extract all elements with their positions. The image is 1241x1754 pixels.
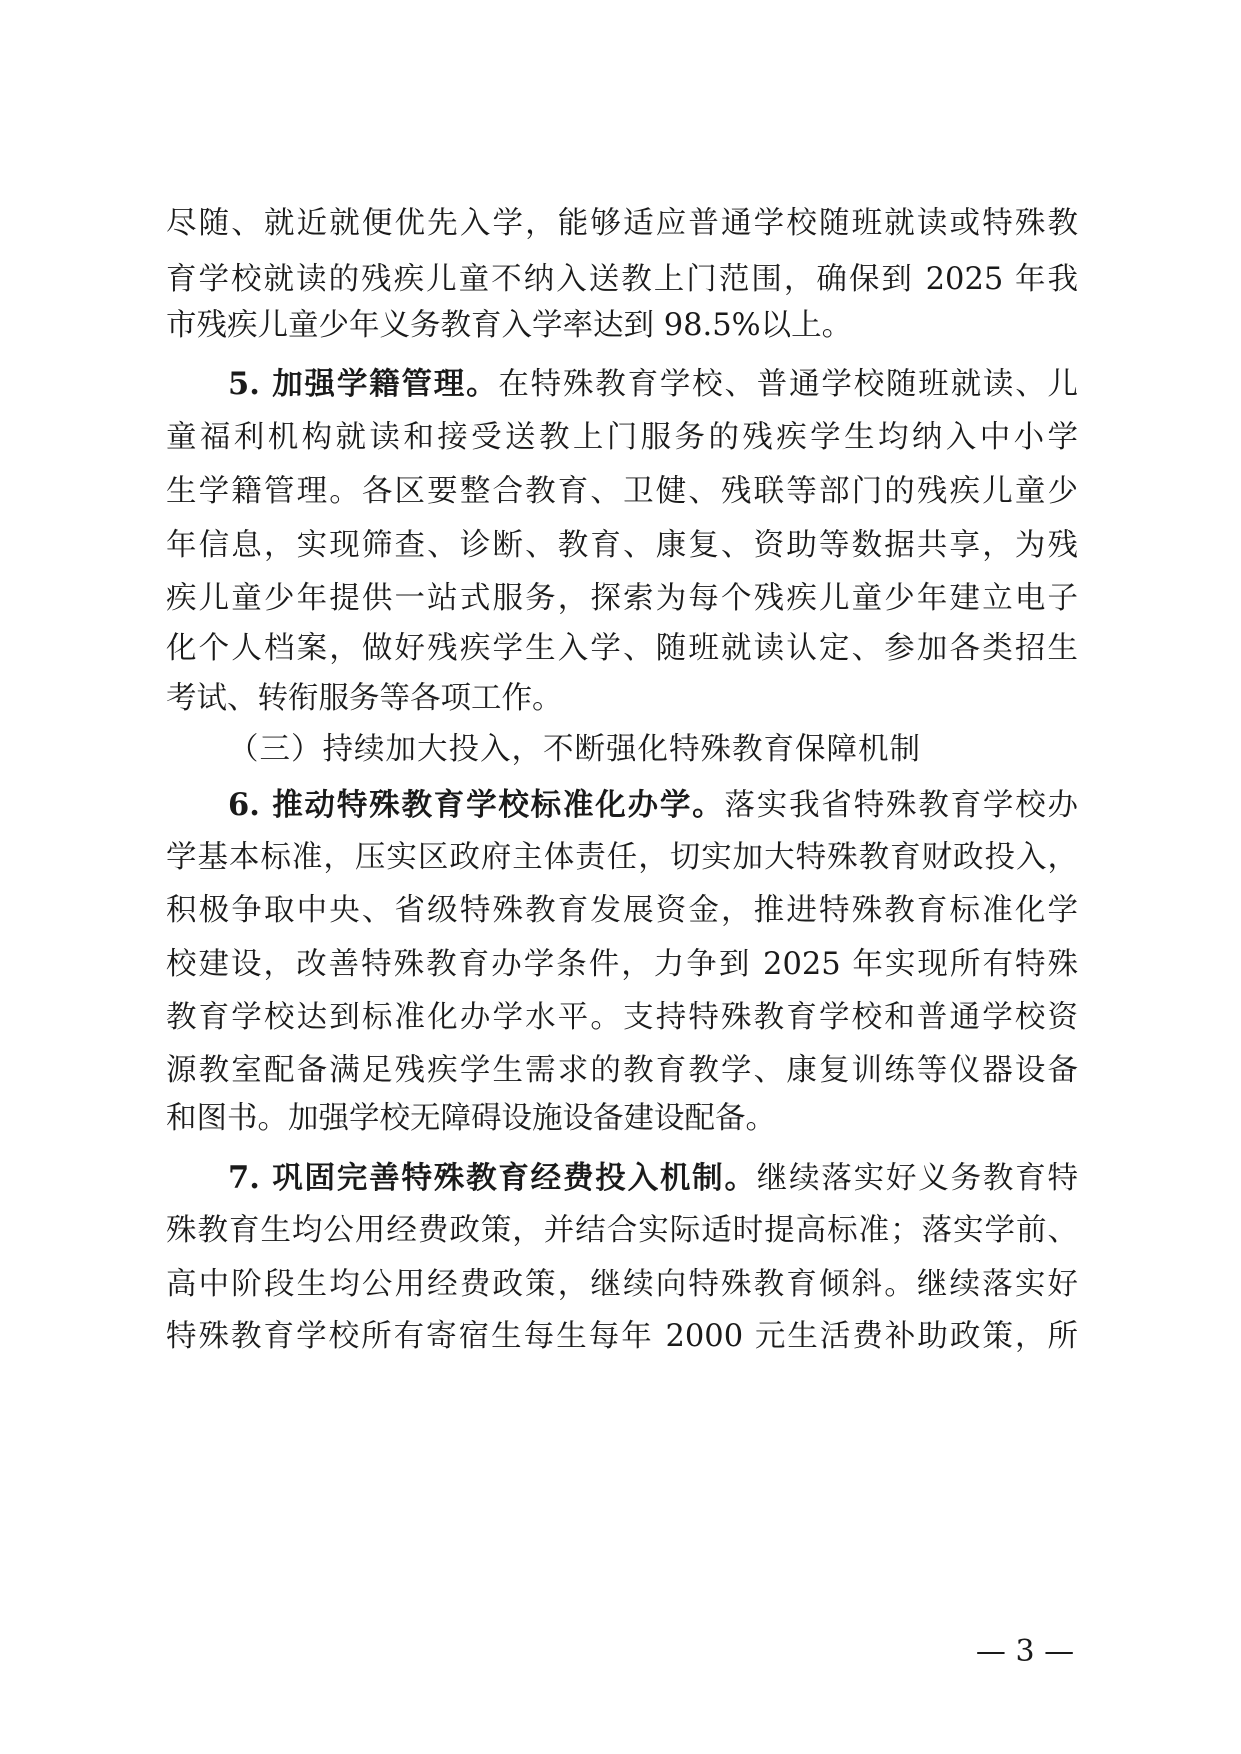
p4-line-1 (166, 1150, 1078, 1206)
section-heading-3: （三）持续加大投入，不断强化特殊教育保障机制 (228, 732, 921, 767)
p4-line-3: 高中阶段生均公用经费政策，继续向特殊教育倾斜。继续落实好 (166, 1267, 1078, 1302)
p2-line-1-text: 在特殊教育学校、普通学校随班就读、儿 (498, 367, 1078, 402)
p4-heading: 7. 巩固完善特殊教育经费投入机制。 (228, 1160, 757, 1196)
p1-line-1: 尽随、就近就便优先入学，能够适应普通学校随班就读或特殊教 (166, 206, 1078, 241)
p4-line-2: 殊教育生均公用经费政策，并结合实际适时提高标准；落实学前、 (166, 1213, 1078, 1248)
p2-line-6: 化个人档案，做好残疾学生入学、随班就读认定、参加各类招生 (166, 631, 1078, 666)
p3-heading: 6. 推动特殊教育学校标准化办学。 (228, 787, 725, 823)
p3-line-2: 学基本标准，压实区政府主体责任，切实加大特殊教育财政投入， (166, 840, 1078, 875)
p2-line-2: 童福利机构就读和接受送教上门服务的残疾学生均纳入中小学 (166, 420, 1078, 455)
p2-heading: 5. 加强学籍管理。 (228, 366, 499, 402)
p2-line-4: 年信息，实现筛查、诊断、教育、康复、资助等数据共享，为残 (166, 528, 1078, 563)
p4-line-4: 特殊教育学校所有寄宿生每生每年 2000 元生活费补助政策，所 (166, 1319, 1078, 1354)
p2-line-7: 考试、转衔服务等各项工作。 (166, 681, 563, 716)
p2-line-3: 生学籍管理。各区要整合教育、卫健、残联等部门的残疾儿童少 (166, 474, 1078, 509)
p4-line-1-text: 继续落实好义务教育特 (756, 1161, 1078, 1196)
p1-line-3: 市残疾儿童少年义务教育入学率达到 98.5%以上。 (166, 308, 853, 343)
p2-line-5: 疾儿童少年提供一站式服务，探索为每个残疾儿童少年建立电子 (166, 581, 1078, 616)
p3-line-7: 和图书。加强学校无障碍设施设备建设配备。 (166, 1101, 776, 1136)
p3-line-1 (166, 777, 1078, 833)
page-number: — 3 — (975, 1634, 1075, 1669)
p3-line-6: 源教室配备满足残疾学生需求的教育教学、康复训练等仪器设备 (166, 1053, 1078, 1088)
p2-line-1 (166, 356, 1078, 412)
p3-line-1-text: 落实我省特殊教育学校办 (724, 788, 1078, 823)
p1-line-2: 育学校就读的残疾儿童不纳入送教上门范围，确保到 2025 年我 (166, 262, 1078, 297)
p3-line-4: 校建设，改善特殊教育办学条件，力争到 2025 年实现所有特殊 (166, 947, 1078, 982)
p3-line-3: 积极争取中央、省级特殊教育发展资金，推进特殊教育标准化学 (166, 893, 1078, 928)
p3-line-5: 教育学校达到标准化办学水平。支持特殊教育学校和普通学校资 (166, 1000, 1078, 1035)
